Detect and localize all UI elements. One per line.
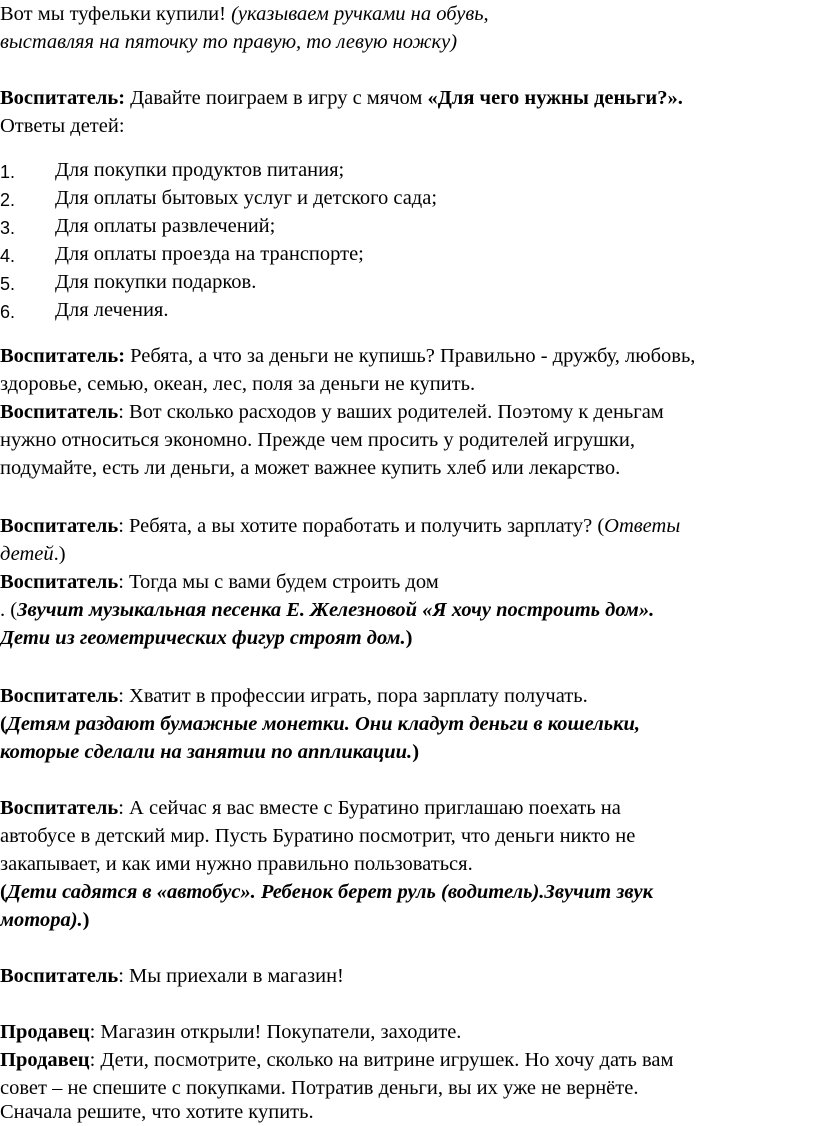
text-line — [0, 962, 344, 990]
list-item-text: Для оплаты развлечений; — [55, 215, 276, 237]
bracket: ) — [405, 627, 413, 649]
game-title: «Для чего нужны деньги?». — [427, 87, 683, 109]
speaker-label: Воспитатель — [0, 515, 119, 537]
text-line — [0, 112, 125, 140]
stage-direction: Детям раздают бумажные монетки. Они кладут деньги в кошельки, — [6, 713, 641, 735]
text-line — [0, 738, 419, 766]
text-line — [0, 1018, 461, 1046]
speech-text: Давайте поиграем в игру с мячом — [125, 87, 428, 109]
stage-direction: детей — [0, 543, 54, 565]
list-heading: Ответы детей: — [0, 115, 125, 137]
speech-text: Сначала решите, что хотите купить. — [0, 1101, 314, 1123]
bracket: ) — [412, 741, 420, 763]
stage-direction: которые сделали на занятии по аппликации. — [0, 741, 413, 763]
speech-text: здоровье, семью, океан, лес, поля за деньги не купить. — [0, 373, 476, 395]
list-item-text: Для покупки подарков. — [55, 271, 257, 293]
text-line — [0, 28, 457, 56]
speaker-label: Воспитатель — [0, 401, 119, 423]
list-number: 5. — [0, 274, 16, 294]
speech-text: : Тогда мы с вами будем строить дом — [118, 571, 439, 593]
speech-text: : Хватит в профессии играть, пора зарплату получать. — [118, 685, 588, 707]
stage-direction: (указываем ручками на обувь, — [231, 3, 489, 25]
list-item-text: Для оплаты бытовых услуг и детского сада; — [55, 187, 438, 209]
speech-text: Ребята, а что за деньги не купишь? Правильно - дружбу, любовь, — [125, 345, 696, 367]
speech-text: совет – не спешите с покупками. Потратив деньги, вы их уже не вернёте. — [0, 1077, 639, 1099]
text-line — [0, 398, 664, 426]
text-line — [0, 710, 640, 738]
text-line — [0, 822, 635, 850]
speech-text: нужно относиться экономно. Прежде чем просить у родителей игрушки, — [0, 429, 635, 451]
list-number: 2. — [0, 190, 16, 210]
speech-text: подумайте, есть ли деньги, а может важнее купить хлеб или лекарство. — [0, 457, 621, 479]
stage-direction: мотора). — [0, 909, 83, 931]
speech-text: : Ребята, а вы хотите поработать и получить зарплату? ( — [118, 515, 605, 537]
list-number: 3. — [0, 218, 16, 238]
text-line — [0, 454, 620, 482]
speaker-label: Продавец — [0, 1021, 90, 1043]
text-line — [0, 596, 654, 624]
text-line — [0, 568, 439, 596]
bracket: ) — [82, 909, 90, 931]
text-line — [0, 84, 683, 112]
speaker-label: Воспитатель — [0, 685, 119, 707]
speaker-label: Воспитатель — [0, 571, 119, 593]
bracket: ( — [0, 881, 7, 903]
text-line — [0, 906, 90, 934]
text-line — [0, 878, 653, 906]
stage-direction: Дети из геометрических фигур строят дом. — [0, 627, 406, 649]
text-line — [0, 682, 588, 710]
list-item-text: Для лечения. — [55, 299, 169, 321]
speaker-label: Воспитатель — [0, 797, 119, 819]
speaker-label: Воспитатель: — [0, 345, 126, 367]
stage-direction: Звучит музыкальная песенка Е. Железновой «Я хочу построить дом». — [17, 599, 655, 621]
text-line — [0, 1046, 673, 1074]
speaker-label: Воспитатель: — [0, 87, 126, 109]
speaker-label: Воспитатель — [0, 965, 119, 987]
stage-direction: выставляя на пяточку то правую, то левую ножку) — [0, 31, 458, 53]
list-item-text: Для покупки продуктов питания; — [55, 159, 345, 181]
text-line — [0, 624, 412, 652]
speech-text: закапывает, и как ими нужно правильно пользоваться. — [0, 853, 473, 875]
text-line — [0, 850, 473, 878]
text-line — [0, 540, 66, 568]
speech-text: : Мы приехали в магазин! — [118, 965, 344, 987]
stage-direction: Дети садятся в «автобус». Ребенок берет руль (водитель).Звучит звук — [6, 881, 653, 903]
stage-direction: Ответы — [604, 515, 681, 537]
speech-text: автобусе в детский мир. Пусть Буратино посмотрит, что деньги никто не — [0, 825, 636, 847]
text-line — [0, 370, 475, 398]
speech-text: : Вот сколько расходов у ваших родителей. Поэтому к деньгам — [118, 401, 664, 423]
bracket: ( — [0, 713, 7, 735]
list-number: 4. — [0, 246, 16, 266]
text-line — [0, 342, 695, 370]
list-item-text: Для оплаты проезда на транспорте; — [55, 243, 364, 265]
text-line — [0, 1098, 314, 1126]
list-number: 1. — [0, 162, 16, 182]
speech-text: : Магазин открыли! Покупатели, заходите. — [89, 1021, 462, 1043]
speech-text: : Дети, посмотрите, сколько на витрине игрушек. Но хочу дать вам — [89, 1049, 674, 1071]
text-line — [0, 794, 621, 822]
list-number: 6. — [0, 302, 16, 322]
speech-text: . ( — [0, 599, 18, 621]
speech-text: : А сейчас я вас вместе с Буратино приглашаю поехать на — [118, 797, 621, 819]
text-line — [0, 426, 635, 454]
speaker-label: Продавец — [0, 1049, 90, 1071]
narration-text: Вот мы туфельки купили! — [0, 3, 232, 25]
text-line — [0, 512, 680, 540]
text-line — [0, 0, 489, 28]
speech-text: .) — [53, 543, 66, 565]
